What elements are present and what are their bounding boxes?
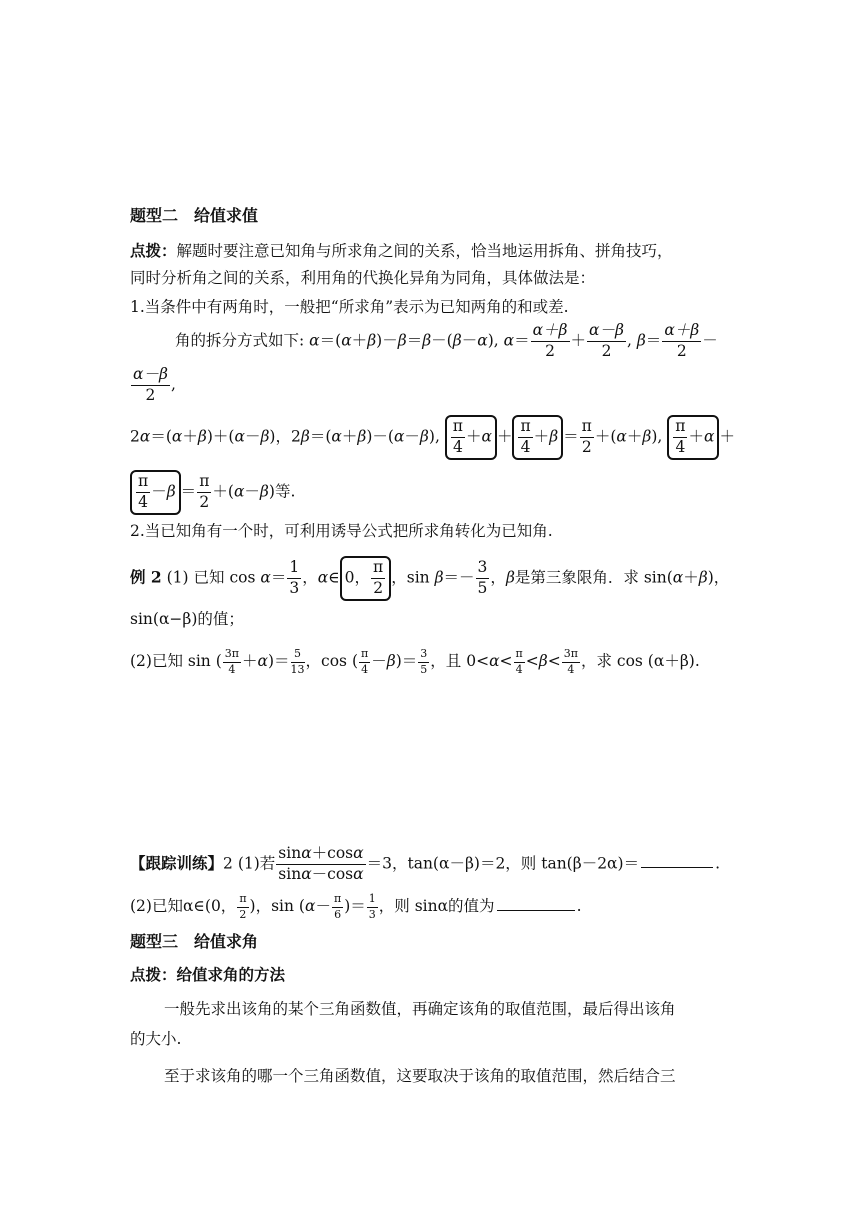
tip-heading: 点拨：给值求角的方法	[130, 965, 286, 984]
fraction: $\frac{\alpha-\beta}{2}$	[589, 321, 624, 360]
practice-mid: ＝3，tan(α－β)＝2，则 tan(β－2α)＝	[366, 854, 640, 873]
item-2: 2.当已知角有一个时，可利用诱导公式把所求角转化为已知角.	[130, 522, 553, 540]
fraction: $\frac{\alpha+\beta}{2}$	[664, 321, 700, 360]
practice-prefix: (1)若	[237, 854, 276, 873]
tip-line-2: 同时分析角之间的关系，利用角的代换化异角为同角，具体做法是：	[130, 269, 596, 287]
section-title: 题型二 给值求值	[130, 206, 259, 225]
fraction: $\frac{\pi}{2}$	[199, 472, 210, 511]
bracket: $\frac{\pi}{4}$ ＋β	[512, 415, 563, 460]
split-formula-line-3: $\frac{\pi}{4}$ －β ＝ $\frac{\pi}{2}$ ＋(α－β)等.	[130, 470, 730, 515]
practice-prefix: (2)已知α∈(0，	[130, 897, 237, 916]
example-tail: 是第三象限角．求	[514, 568, 639, 587]
paragraph-line: 一般先求出该角的某个三角函数值，再确定该角的取值范围，最后得出该角	[164, 1000, 676, 1018]
paragraph-line: 至于求该角的哪一个三角函数值，这要取决于该角的取值范围，然后结合三	[164, 1067, 676, 1085]
bracket: 0， $\frac{\pi}{2}$	[340, 556, 392, 601]
practice-mid: 则 sinα的值为	[394, 897, 495, 916]
bracket: $\frac{\pi}{4}$ ＋α	[667, 415, 719, 460]
example-2-part-1-line-2: sin(α−β)的值；	[130, 610, 244, 628]
example-tail: 求 cos (α＋β).	[596, 652, 700, 671]
answer-blank[interactable]	[497, 909, 575, 911]
practice-num: 2	[223, 854, 233, 873]
practice-2-part-2: (2)已知α∈(0， $\frac{\pi}{2}$ )，sin (α－ $\frac{\pi}{6}$ )＝ $\frac{1}{3}$ ，则 sinα的值为 .	[130, 892, 582, 921]
practice-2-part-1: 【跟踪训练】2 (1)若 $\frac{\sin\alpha+\cos\alpha}{\sin\alpha-\cos\alpha}$ ＝3，tan(α－β)＝2，则 tan(β－2α)＝ .	[130, 844, 721, 883]
split-formula-continuation: $\frac{\alpha-\beta}{2}$ ,	[133, 365, 176, 404]
fraction: $\frac{\alpha-\beta}{2}$	[133, 365, 168, 404]
split-formula-line-1: 角的拆分方式如下: α＝(α＋β)－β＝β－(β－α), α＝ $\frac{\alpha+\beta}{2}$ ＋ $\frac{\alpha-\beta}{2}$ , β＝ $\frac{\alpha+\beta}{2}$ －	[175, 321, 718, 360]
paragraph-line: 的大小.	[130, 1030, 182, 1048]
practice-label: 【跟踪训练】	[130, 853, 224, 873]
tip-line-1	[130, 243, 730, 260]
example-2-part-2: (2)已知 sin ( $\frac{3\pi}{4}$ ＋α)＝ $\frac{5}{13}$ ，cos ( $\frac{\pi}{4}$ －β)＝ $\frac{3}{5}$ ，且 0<α< $\frac{\pi}{4}$ <β< $\frac{3\pi}{4}$ ，求 cos (α＋β).	[130, 647, 700, 676]
example-prefix: (2)已知	[130, 652, 183, 671]
split-formula-line-2: 2α＝(α＋β)＋(α－β)，2β＝(α＋β)－(α－β), $\frac{\pi}{4}$ ＋α ＋ $\frac{\pi}{4}$ ＋β ＝ $\frac{\pi}{2}$ ＋(α＋β), $\frac{\pi}{4}$ ＋α ＋	[130, 415, 730, 460]
fraction: $\frac{3}{5}$	[477, 558, 488, 597]
example-prefix: (1) 已知	[166, 568, 225, 587]
fraction: $\frac{\alpha+\beta}{2}$	[532, 321, 568, 360]
example-2-part-1: 例 2 (1) 已知 cos α＝ $\frac{1}{3}$ ，α∈ 0， $\frac{\pi}{2}$ ，sin β＝－ $\frac{3}{5}$ ，β是第三象限角．求 sin(α＋β)，	[130, 556, 730, 601]
fraction: $\frac{\sin\alpha+\cos\alpha}{\sin\alpha-\cos\alpha}$	[278, 844, 364, 883]
formula-segment: α＝(α＋β)－β＝β－(β－α), α＝	[309, 331, 530, 350]
bracket: $\frac{\pi}{4}$ ＋α	[445, 415, 497, 460]
bracket: $\frac{\pi}{4}$ －β	[130, 470, 181, 515]
fraction: $\frac{\pi}{2}$	[581, 417, 592, 456]
tip-label: 点拨：	[130, 241, 177, 260]
example-label: 例 2	[130, 567, 162, 587]
fraction: $\frac{1}{3}$	[289, 558, 300, 597]
section-title: 题型三 给值求角	[130, 932, 259, 951]
answer-blank[interactable]	[641, 866, 713, 868]
split-intro: 角的拆分方式如下:	[175, 331, 305, 350]
item-1: 1.当条件中有两角时，一般把“所求角”表示为已知两角的和或差.	[130, 298, 569, 316]
tip-text-1: 解题时要注意已知角与所求角之间的关系，恰当地运用拆角、拼角技巧，	[176, 242, 673, 260]
